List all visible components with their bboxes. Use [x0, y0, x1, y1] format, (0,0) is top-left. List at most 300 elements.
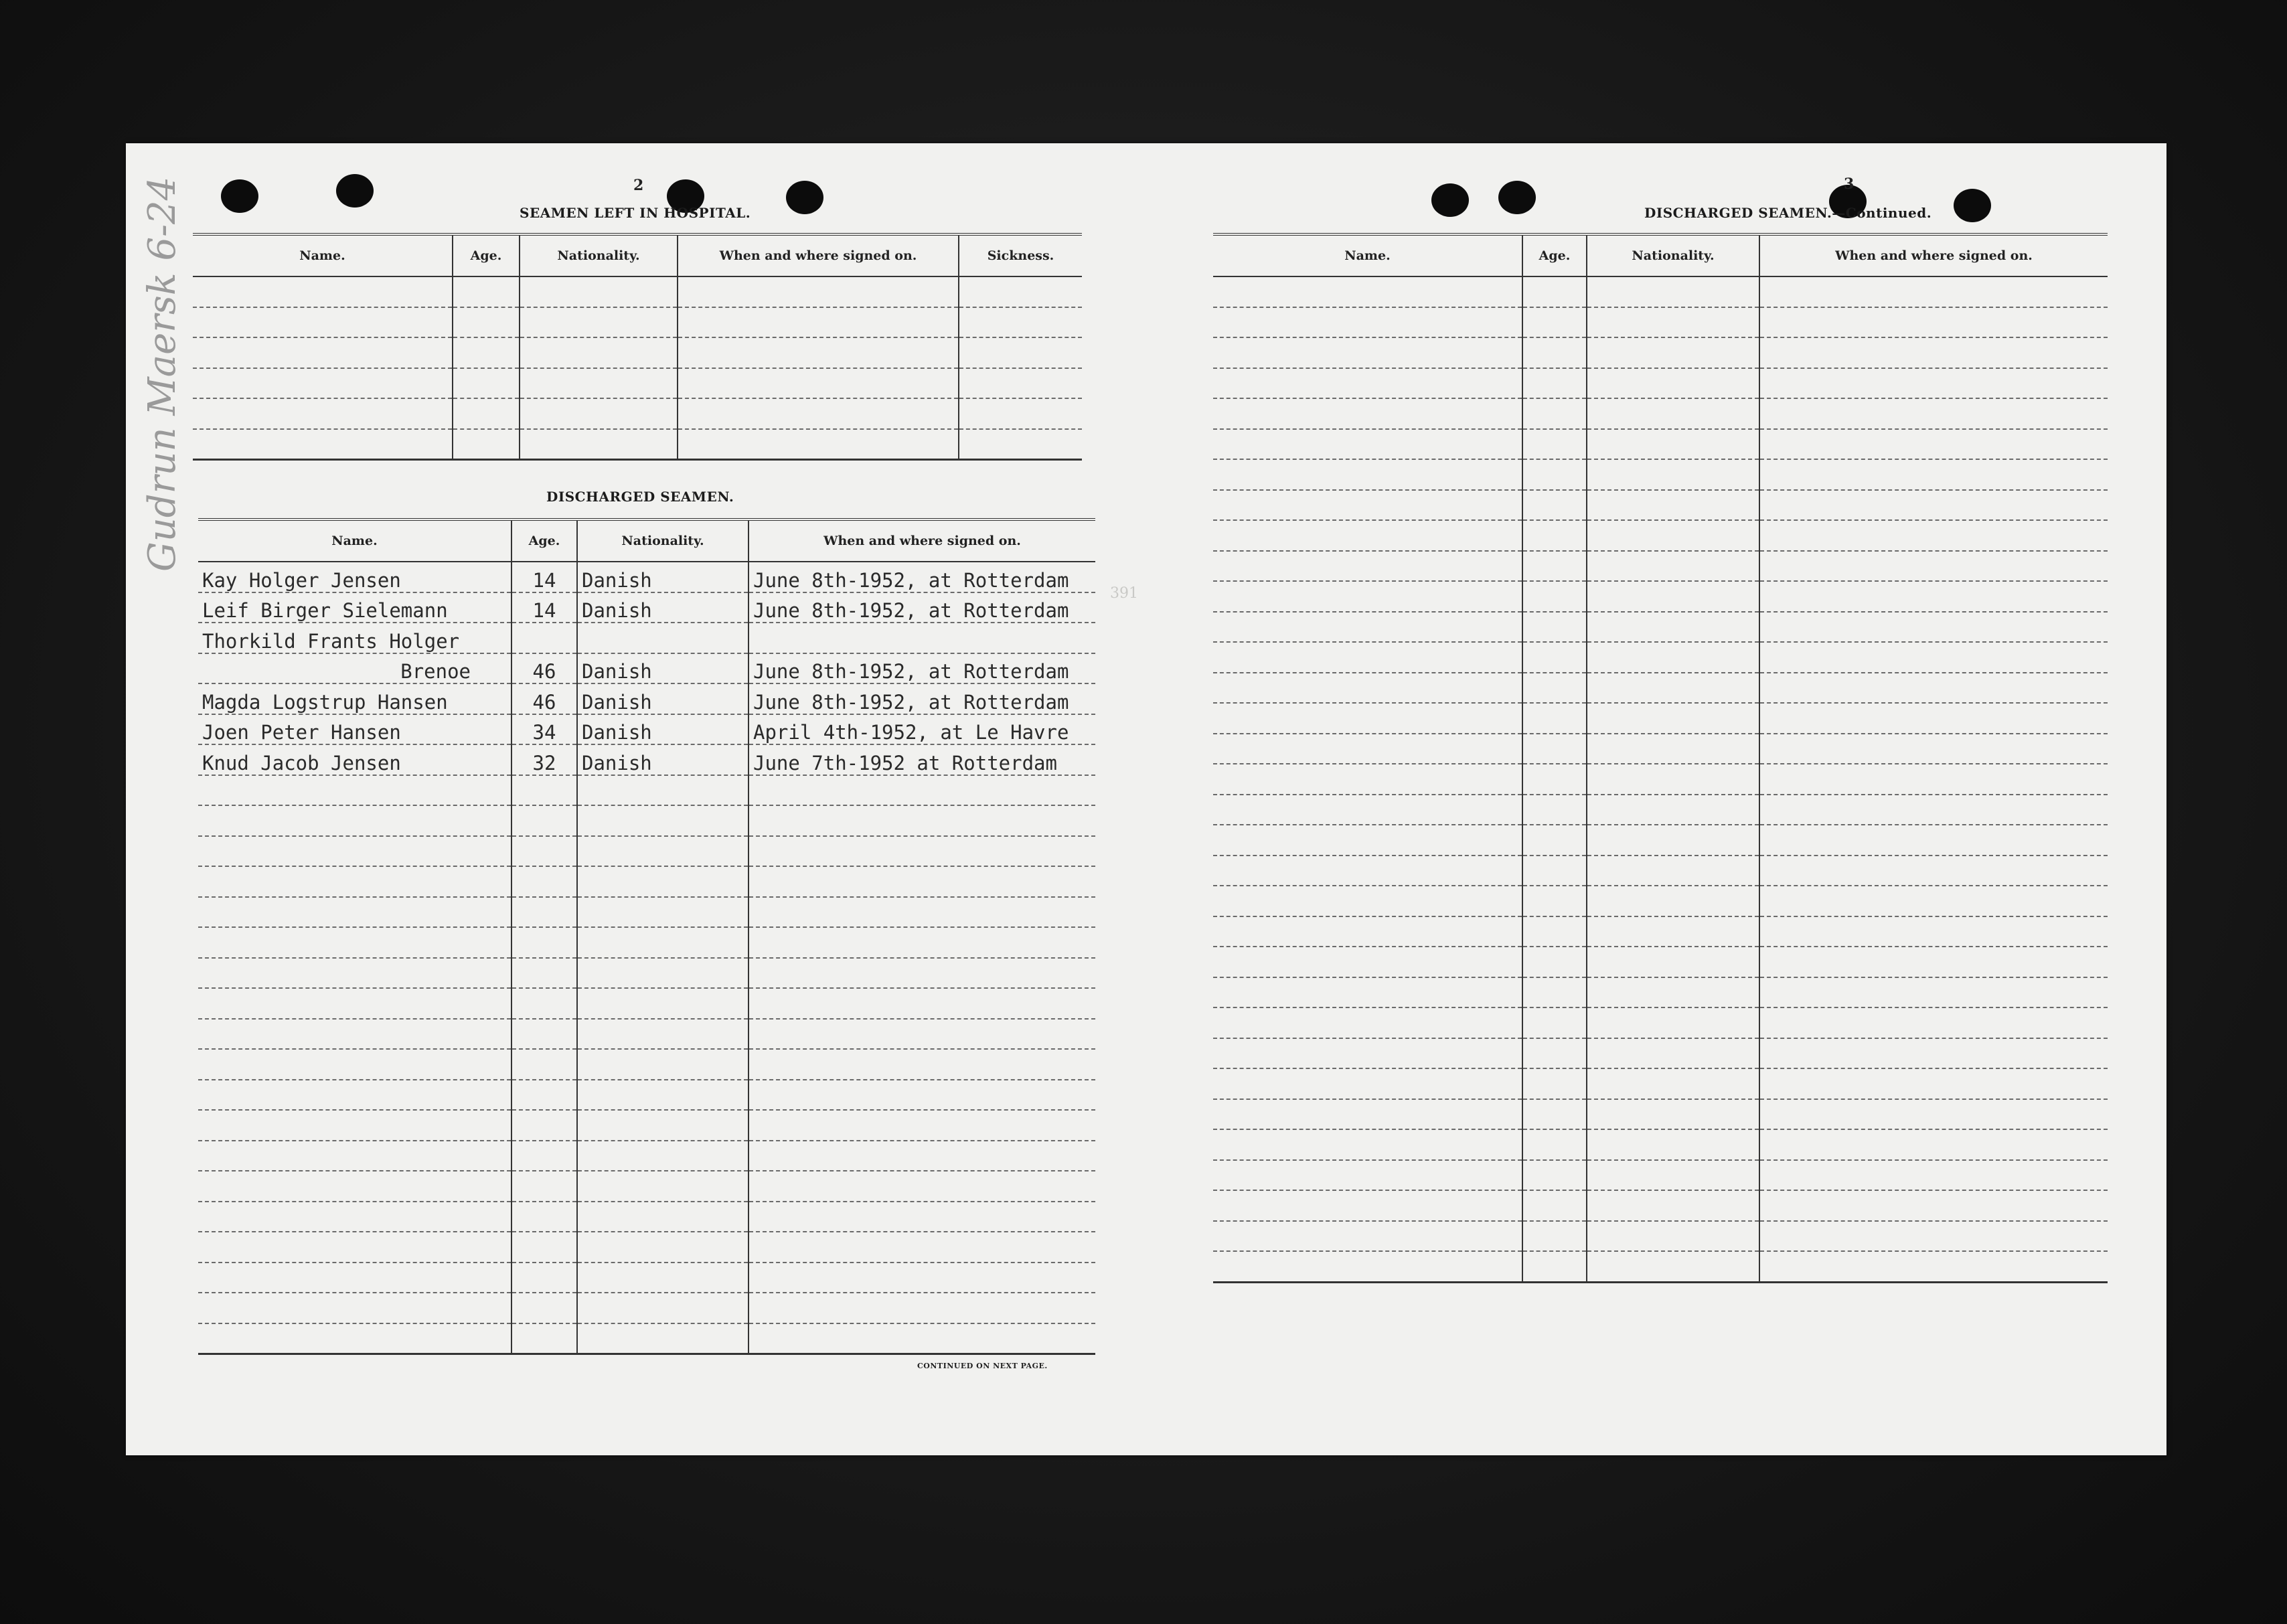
empty-cell — [1213, 856, 1522, 886]
punch-hole — [786, 181, 823, 214]
empty-cell — [577, 1232, 748, 1263]
table-row — [1213, 398, 2108, 429]
empty-cell — [1759, 1190, 2108, 1221]
column-header: Sickness. — [959, 234, 1082, 276]
empty-cell — [748, 1263, 1095, 1293]
empty-cell — [1759, 520, 2108, 551]
table-row — [1213, 916, 2108, 947]
empty-cell — [1522, 1160, 1587, 1191]
empty-cell — [1759, 764, 2108, 795]
empty-cell — [1522, 1068, 1587, 1099]
empty-cell — [198, 988, 511, 1019]
seaman-nationality: Danish — [577, 714, 748, 745]
table-row — [1213, 429, 2108, 460]
empty-cell — [193, 307, 453, 338]
handwritten-margin-note: Gudrun Maersk 6-24 — [141, 176, 184, 572]
table-row — [198, 866, 1095, 897]
seaman-name: Leif Birger Sielemann — [198, 592, 511, 623]
empty-cell — [198, 897, 511, 928]
empty-cell — [198, 1293, 511, 1323]
empty-cell — [1522, 916, 1587, 947]
table-row — [198, 1323, 1095, 1354]
empty-cell — [1587, 490, 1759, 521]
empty-cell — [511, 1263, 577, 1293]
empty-cell — [678, 307, 959, 338]
bleed-through-mark: 391 — [1110, 585, 1138, 602]
empty-cell — [1587, 398, 1759, 429]
empty-cell — [198, 1263, 511, 1293]
empty-cell — [511, 927, 577, 958]
table-row — [1213, 856, 2108, 886]
empty-cell — [1587, 886, 1759, 916]
empty-cell — [520, 337, 678, 368]
table-row — [193, 368, 1082, 399]
empty-cell — [577, 958, 748, 989]
seaman-name: Brenoe — [198, 653, 511, 684]
empty-cell — [577, 1141, 748, 1171]
table-row — [198, 775, 1095, 806]
empty-cell — [748, 1323, 1095, 1354]
table-row — [193, 276, 1082, 307]
table-row — [1213, 520, 2108, 551]
empty-cell — [1587, 977, 1759, 1008]
empty-cell — [1587, 642, 1759, 673]
seaman-nationality: Danish — [577, 683, 748, 714]
empty-cell — [1213, 947, 1522, 977]
table-row — [198, 805, 1095, 836]
seaman-name: Joen Peter Hansen — [198, 714, 511, 745]
empty-cell — [1213, 1129, 1522, 1160]
empty-cell — [1522, 764, 1587, 795]
column-header: Nationality. — [577, 519, 748, 562]
column-header: Nationality. — [520, 234, 678, 276]
table-row — [1213, 368, 2108, 399]
empty-cell — [1759, 1160, 2108, 1191]
table-row — [1213, 977, 2108, 1008]
signed-on: June 8th-1952, at Rotterdam — [748, 562, 1095, 592]
empty-cell — [1587, 1251, 1759, 1282]
table-row — [1213, 734, 2108, 764]
empty-cell — [748, 958, 1095, 989]
empty-cell — [1213, 764, 1522, 795]
empty-cell — [198, 1049, 511, 1080]
empty-cell — [1522, 673, 1587, 704]
column-header: Name. — [193, 234, 453, 276]
table-row — [198, 1141, 1095, 1171]
empty-cell — [1587, 307, 1759, 338]
empty-cell — [511, 1049, 577, 1080]
table-header-row — [1213, 234, 2108, 276]
empty-cell — [748, 1080, 1095, 1111]
column-header: Nationality. — [1587, 234, 1759, 276]
table-row — [193, 429, 1082, 460]
empty-cell — [1522, 1038, 1587, 1069]
empty-cell — [959, 337, 1082, 368]
table-row — [198, 592, 1095, 623]
empty-cell — [577, 805, 748, 836]
continued-note: CONTINUED ON NEXT PAGE. — [917, 1362, 1048, 1370]
column-header: Age. — [1522, 234, 1587, 276]
table-row — [1213, 1221, 2108, 1252]
table-row — [1213, 1038, 2108, 1069]
empty-cell — [453, 398, 520, 429]
empty-cell — [1213, 1160, 1522, 1191]
table-row — [1213, 673, 2108, 704]
empty-cell — [577, 1110, 748, 1141]
empty-cell — [1522, 825, 1587, 856]
right-page — [1146, 143, 2166, 1455]
empty-cell — [577, 1080, 748, 1111]
column-header: Name. — [1213, 234, 1522, 276]
empty-cell — [1213, 1068, 1522, 1099]
empty-cell — [1522, 734, 1587, 764]
empty-cell — [1522, 1129, 1587, 1160]
table-row — [1213, 1068, 2108, 1099]
empty-cell — [1522, 307, 1587, 338]
table-row — [198, 653, 1095, 684]
empty-cell — [1213, 490, 1522, 521]
empty-cell — [1522, 337, 1587, 368]
empty-cell — [1587, 916, 1759, 947]
seaman-age: 46 — [511, 683, 577, 714]
empty-cell — [1587, 825, 1759, 856]
empty-cell — [1522, 1099, 1587, 1130]
empty-cell — [1587, 1068, 1759, 1099]
discharged-continued-table — [1213, 233, 2108, 1283]
empty-cell — [1587, 795, 1759, 825]
empty-cell — [1213, 673, 1522, 704]
empty-cell — [1522, 612, 1587, 643]
empty-cell — [1587, 276, 1759, 307]
empty-cell — [1522, 856, 1587, 886]
empty-cell — [511, 805, 577, 836]
empty-cell — [1587, 429, 1759, 460]
empty-cell — [1587, 1099, 1759, 1130]
seaman-nationality: Danish — [577, 744, 748, 775]
table-row — [1213, 1251, 2108, 1282]
empty-cell — [1213, 703, 1522, 734]
document-sheet — [126, 143, 2166, 1455]
empty-cell — [511, 988, 577, 1019]
table-row — [198, 1202, 1095, 1232]
seaman-age — [511, 623, 577, 653]
table-row — [1213, 1190, 2108, 1221]
column-header: Age. — [453, 234, 520, 276]
table-row — [1213, 276, 2108, 307]
column-header: When and where signed on. — [748, 519, 1095, 562]
empty-cell — [1759, 916, 2108, 947]
empty-cell — [959, 307, 1082, 338]
empty-cell — [1587, 1190, 1759, 1221]
empty-cell — [1522, 886, 1587, 916]
table-row — [1213, 886, 2108, 916]
table-row — [1213, 459, 2108, 490]
seaman-nationality: Danish — [577, 592, 748, 623]
table-row — [198, 1080, 1095, 1111]
empty-cell — [511, 1019, 577, 1050]
empty-cell — [1522, 398, 1587, 429]
empty-cell — [1759, 1129, 2108, 1160]
empty-cell — [748, 1049, 1095, 1080]
empty-cell — [577, 1049, 748, 1080]
empty-cell — [193, 368, 453, 399]
empty-cell — [1522, 795, 1587, 825]
empty-cell — [1213, 551, 1522, 582]
empty-cell — [1759, 459, 2108, 490]
table-row — [1213, 703, 2108, 734]
empty-cell — [1213, 825, 1522, 856]
empty-cell — [577, 927, 748, 958]
table-row — [1213, 1129, 2108, 1160]
table-row — [198, 683, 1095, 714]
empty-cell — [453, 307, 520, 338]
empty-cell — [1522, 1007, 1587, 1038]
table-row — [1213, 1160, 2108, 1191]
table-row — [193, 307, 1082, 338]
empty-cell — [1213, 916, 1522, 947]
empty-cell — [1759, 1251, 2108, 1282]
empty-cell — [198, 1019, 511, 1050]
empty-cell — [1759, 856, 2108, 886]
table-row — [198, 623, 1095, 653]
empty-cell — [1213, 1038, 1522, 1069]
empty-cell — [1522, 459, 1587, 490]
empty-cell — [1587, 673, 1759, 704]
table-row — [1213, 581, 2108, 612]
table-row — [1213, 795, 2108, 825]
table-row — [198, 714, 1095, 745]
empty-cell — [1759, 703, 2108, 734]
empty-cell — [1587, 856, 1759, 886]
empty-cell — [198, 1141, 511, 1171]
empty-cell — [1759, 581, 2108, 612]
empty-cell — [198, 1110, 511, 1141]
seaman-name: Kay Holger Jensen — [198, 562, 511, 592]
empty-cell — [1522, 276, 1587, 307]
empty-cell — [748, 897, 1095, 928]
table-row — [198, 562, 1095, 592]
empty-cell — [511, 1110, 577, 1141]
empty-cell — [1587, 612, 1759, 643]
empty-cell — [748, 1202, 1095, 1232]
seaman-nationality — [577, 623, 748, 653]
empty-cell — [1213, 795, 1522, 825]
table-row — [1213, 337, 2108, 368]
table-row — [198, 1110, 1095, 1141]
empty-cell — [1587, 764, 1759, 795]
page-number: 3 — [1844, 175, 1855, 193]
empty-cell — [198, 1202, 511, 1232]
empty-cell — [1213, 520, 1522, 551]
punch-hole — [336, 174, 374, 208]
empty-cell — [748, 1171, 1095, 1202]
empty-cell — [1759, 307, 2108, 338]
hospital-table — [193, 233, 1082, 461]
empty-cell — [1522, 581, 1587, 612]
empty-cell — [1759, 825, 2108, 856]
empty-cell — [959, 276, 1082, 307]
table-header-row — [193, 234, 1082, 276]
empty-cell — [511, 1232, 577, 1263]
empty-cell — [1759, 795, 2108, 825]
empty-cell — [959, 368, 1082, 399]
table-row — [198, 1171, 1095, 1202]
empty-cell — [748, 1232, 1095, 1263]
empty-cell — [520, 368, 678, 399]
empty-cell — [1213, 398, 1522, 429]
seaman-age: 46 — [511, 653, 577, 684]
empty-cell — [1213, 459, 1522, 490]
empty-cell — [198, 805, 511, 836]
empty-cell — [1759, 642, 2108, 673]
empty-cell — [748, 1019, 1095, 1050]
punch-hole — [1498, 181, 1536, 214]
empty-cell — [1587, 337, 1759, 368]
table-row — [198, 1019, 1095, 1050]
table-row — [193, 398, 1082, 429]
empty-cell — [1213, 1007, 1522, 1038]
seaman-nationality: Danish — [577, 562, 748, 592]
empty-cell — [511, 897, 577, 928]
empty-cell — [748, 1293, 1095, 1323]
empty-cell — [453, 337, 520, 368]
empty-cell — [193, 337, 453, 368]
punch-hole — [1431, 183, 1469, 217]
empty-cell — [1759, 337, 2108, 368]
empty-cell — [1587, 368, 1759, 399]
signed-on — [748, 623, 1095, 653]
discharged-table — [198, 518, 1095, 1355]
empty-cell — [1213, 276, 1522, 307]
empty-cell — [1759, 429, 2108, 460]
empty-cell — [1522, 551, 1587, 582]
empty-cell — [1759, 398, 2108, 429]
left-page — [126, 143, 1146, 1455]
empty-cell — [1213, 581, 1522, 612]
discharged-section-title: DISCHARGED SEAMEN. — [546, 489, 734, 505]
empty-cell — [520, 429, 678, 460]
punch-hole — [221, 179, 258, 213]
table-row — [1213, 1099, 2108, 1130]
seaman-age: 32 — [511, 744, 577, 775]
empty-cell — [1587, 703, 1759, 734]
table-row — [198, 1232, 1095, 1263]
empty-cell — [678, 429, 959, 460]
column-header: When and where signed on. — [678, 234, 959, 276]
empty-cell — [193, 429, 453, 460]
empty-cell — [959, 429, 1082, 460]
empty-cell — [1759, 947, 2108, 977]
empty-cell — [1587, 1221, 1759, 1252]
empty-cell — [1587, 1038, 1759, 1069]
empty-cell — [1759, 1007, 2108, 1038]
page-number: 2 — [633, 177, 644, 194]
empty-cell — [198, 1080, 511, 1111]
empty-cell — [748, 1110, 1095, 1141]
empty-cell — [1522, 947, 1587, 977]
table-row — [193, 337, 1082, 368]
empty-cell — [1522, 490, 1587, 521]
empty-cell — [748, 1141, 1095, 1171]
empty-cell — [577, 866, 748, 897]
empty-cell — [1522, 429, 1587, 460]
table-row — [1213, 307, 2108, 338]
empty-cell — [1522, 1190, 1587, 1221]
table-row — [198, 1293, 1095, 1323]
empty-cell — [1522, 520, 1587, 551]
seaman-name: Knud Jacob Jensen — [198, 744, 511, 775]
empty-cell — [577, 836, 748, 867]
table-row — [198, 1263, 1095, 1293]
empty-cell — [198, 866, 511, 897]
signed-on: June 8th-1952, at Rotterdam — [748, 653, 1095, 684]
empty-cell — [511, 1323, 577, 1354]
empty-cell — [1213, 642, 1522, 673]
table-row — [1213, 642, 2108, 673]
empty-cell — [1522, 368, 1587, 399]
empty-cell — [1213, 886, 1522, 916]
table-row — [198, 897, 1095, 928]
empty-cell — [1759, 886, 2108, 916]
table-row — [1213, 490, 2108, 521]
table-row — [198, 927, 1095, 958]
empty-cell — [577, 1171, 748, 1202]
empty-cell — [678, 398, 959, 429]
hospital-section-title: SEAMEN LEFT IN HOSPITAL. — [520, 205, 751, 221]
empty-cell — [1759, 368, 2108, 399]
empty-cell — [1759, 612, 2108, 643]
empty-cell — [1759, 673, 2108, 704]
empty-cell — [1759, 977, 2108, 1008]
empty-cell — [1759, 1038, 2108, 1069]
empty-cell — [520, 276, 678, 307]
empty-cell — [959, 398, 1082, 429]
empty-cell — [198, 775, 511, 806]
empty-cell — [511, 1171, 577, 1202]
empty-cell — [511, 775, 577, 806]
seaman-nationality: Danish — [577, 653, 748, 684]
empty-cell — [748, 927, 1095, 958]
empty-cell — [1213, 734, 1522, 764]
continued-section-title: DISCHARGED SEAMEN.—Continued. — [1644, 205, 1932, 221]
empty-cell — [577, 1323, 748, 1354]
empty-cell — [1213, 1099, 1522, 1130]
column-header: Age. — [511, 519, 577, 562]
empty-cell — [520, 307, 678, 338]
empty-cell — [1522, 977, 1587, 1008]
empty-cell — [511, 836, 577, 867]
empty-cell — [1213, 1221, 1522, 1252]
empty-cell — [453, 368, 520, 399]
empty-cell — [453, 276, 520, 307]
empty-cell — [453, 429, 520, 460]
empty-cell — [1522, 642, 1587, 673]
empty-cell — [577, 775, 748, 806]
empty-cell — [520, 398, 678, 429]
empty-cell — [1213, 337, 1522, 368]
empty-cell — [1759, 276, 2108, 307]
empty-cell — [511, 1080, 577, 1111]
empty-cell — [198, 836, 511, 867]
empty-cell — [1587, 1007, 1759, 1038]
empty-cell — [1587, 520, 1759, 551]
empty-cell — [1759, 734, 2108, 764]
empty-cell — [577, 1202, 748, 1232]
empty-cell — [1522, 1221, 1587, 1252]
empty-cell — [1759, 1068, 2108, 1099]
empty-cell — [1759, 551, 2108, 582]
empty-cell — [748, 805, 1095, 836]
